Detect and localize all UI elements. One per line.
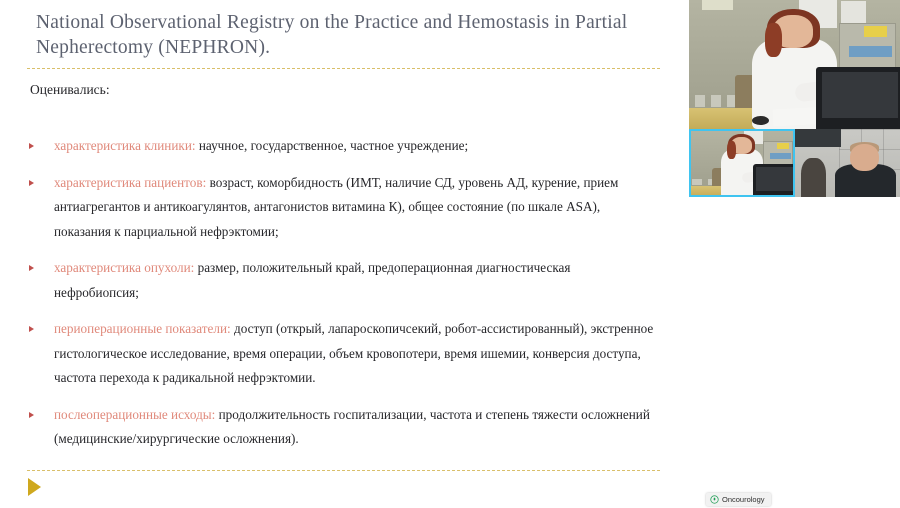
- bullet-body-text: доступ (открый, лапароскопичсекий, робот-ассистированный), экстренное гистологическое исследование, время операции, объем кровопотери, время ишемии, конверсия доступа, частота перехода к радикальной нефрэктомии.: [54, 321, 654, 385]
- bullet-lead-term: характеристика пациентов:: [54, 174, 207, 190]
- bullet-lead-term: характеристика опухоли:: [54, 260, 195, 275]
- dark-ceiling-area: [795, 129, 841, 147]
- bullet-body-text: размер, положительный край, предоперационная диагностическая нефробиопсия;: [54, 260, 571, 300]
- list-item: [27, 256, 657, 305]
- video-frame-man: [795, 129, 900, 197]
- shelf-box: [770, 153, 791, 158]
- mic-icon: [710, 495, 719, 504]
- monitor-screen: [756, 167, 794, 191]
- person-hair: [727, 141, 735, 159]
- slide-bullet-list: [27, 134, 657, 464]
- person-hair: [765, 23, 782, 57]
- slide-title: National Observational Registry on the Practice and Hemostasis in Partial Nepherectomy (NEPHRON).: [36, 12, 628, 58]
- shelf-box: [864, 26, 887, 38]
- person-head: [850, 144, 879, 171]
- shelf-box: [849, 46, 891, 56]
- triangle-bullet-icon: [29, 412, 34, 418]
- thumbnail-tile-oncourology[interactable]: [689, 129, 795, 197]
- bullet-lead-term: послеоперационные исходы:: [54, 406, 216, 422]
- computer-monitor: [816, 67, 900, 129]
- divider-top: [27, 68, 660, 69]
- bullet-body-text: продолжительность госпитализации, частота и степень тяжести осложнений (медицинские/хирургические осложнения).: [54, 406, 650, 446]
- list-item: [27, 403, 657, 452]
- participant-name-label: [706, 493, 771, 506]
- bullet-body-text: возраст, коморбидность (ИМТ, наличие СД, уровень АД, курение, прием антиагрегантов и антикоагулянтов, антагонистов витамина К), общее состояние (по шкале ASA), показания к парциальной нефрэктомии;: [54, 174, 619, 239]
- triangle-bullet-icon: [29, 143, 34, 149]
- shelf-box: [777, 143, 789, 149]
- triangle-bullet-icon: [29, 326, 34, 332]
- video-frame-office: [689, 129, 795, 197]
- slide-intro-text: Оценивались:: [30, 82, 110, 97]
- list-item: [27, 134, 657, 159]
- monitor-screen: [822, 72, 898, 118]
- triangle-bullet-icon: [29, 180, 34, 186]
- thumbnail-tile-participant[interactable]: [795, 129, 900, 197]
- list-item: [27, 171, 657, 245]
- wall-poster: [841, 1, 866, 23]
- video-tile-stack: [689, 0, 900, 508]
- video-frame-office: [689, 0, 900, 129]
- triangle-bullet-icon: [29, 265, 34, 271]
- bullet-lead-term: характеристика клиники:: [54, 138, 196, 153]
- computer-monitor: [753, 164, 795, 197]
- chair-back: [801, 158, 826, 197]
- list-item: [27, 317, 657, 391]
- wall-poster: [702, 0, 734, 10]
- divider-bottom: [27, 470, 660, 471]
- bullet-body-text: научное, государственное, частное учреждение;: [195, 138, 469, 153]
- main-speaker-tile[interactable]: [689, 0, 900, 129]
- play-triangle-icon: [28, 478, 41, 496]
- participant-name-text: Oncourology: [722, 494, 765, 504]
- bullet-lead-term: периоперационные показатели:: [54, 321, 231, 336]
